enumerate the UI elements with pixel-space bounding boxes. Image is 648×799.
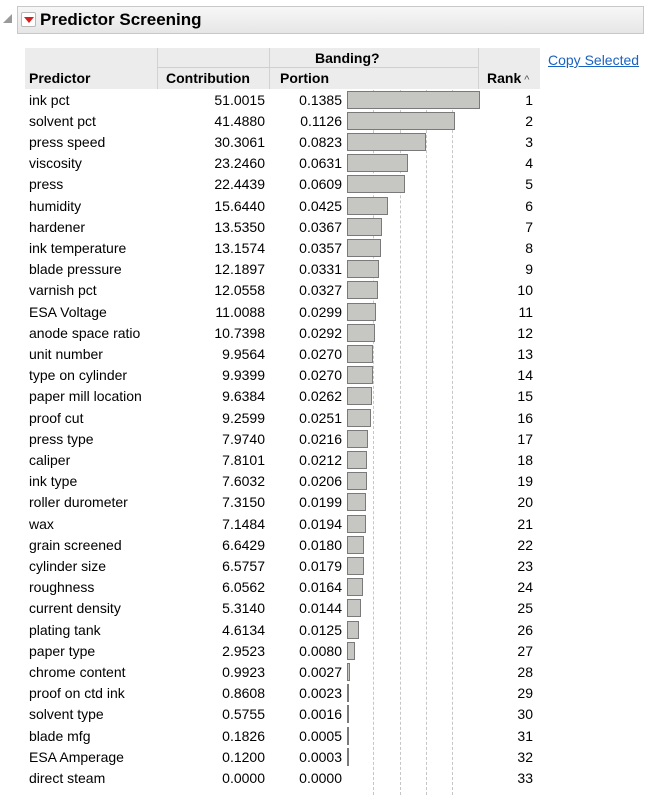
table-row[interactable]: [25, 747, 540, 768]
predictor-cell: anode space ratio: [29, 324, 141, 341]
portion-bar: [347, 748, 349, 766]
predictor-cell: solvent pct: [29, 112, 96, 129]
portion-bar: [347, 281, 378, 299]
rank-cell: 20: [517, 494, 533, 511]
portion-bar: [347, 91, 480, 109]
contribution-cell: 0.1826: [222, 727, 265, 744]
copy-selected-link[interactable]: Copy Selected: [548, 52, 640, 68]
predictor-cell: ESA Amperage: [29, 748, 124, 765]
title-bar: [17, 6, 644, 34]
rank-cell: 22: [517, 536, 533, 553]
contribution-cell: 7.9740: [222, 430, 265, 447]
contribution-cell: 12.1897: [214, 261, 265, 278]
table-row[interactable]: [25, 238, 540, 259]
predictor-cell: blade pressure: [29, 261, 122, 278]
rank-cell: 14: [517, 367, 533, 384]
contribution-cell: 0.0000: [222, 769, 265, 786]
table-row[interactable]: [25, 174, 540, 195]
sort-ascending-icon: ^: [524, 74, 530, 86]
predictor-cell: hardener: [29, 218, 86, 235]
table-row[interactable]: [25, 641, 540, 662]
portion-cell: 0.1385: [299, 91, 342, 108]
rank-cell: 18: [517, 451, 533, 468]
column-header-rank[interactable]: [487, 70, 529, 86]
table-row[interactable]: [25, 132, 540, 153]
predictor-cell: wax: [29, 515, 54, 532]
rank-cell: 24: [517, 579, 533, 596]
contribution-cell: 10.7398: [214, 324, 265, 341]
contribution-cell: 4.6134: [222, 621, 265, 638]
group-header-banding: Banding?: [315, 50, 380, 66]
portion-cell: 0.0027: [299, 663, 342, 680]
portion-bar: [347, 133, 426, 151]
portion-cell: 0.0003: [299, 748, 342, 765]
table-row[interactable]: [25, 111, 540, 132]
rank-label: Rank: [487, 70, 522, 86]
predictor-cell: proof on ctd ink: [29, 685, 125, 702]
table-row[interactable]: [25, 726, 540, 747]
rank-cell: 19: [517, 473, 533, 490]
portion-cell: 0.0125: [299, 621, 342, 638]
column-header-portion[interactable]: Portion: [280, 70, 329, 86]
predictor-cell: direct steam: [29, 769, 106, 786]
predictor-cell: press type: [29, 430, 94, 447]
predictor-cell: type on cylinder: [29, 367, 128, 384]
portion-bar: [347, 642, 355, 660]
column-divider: [478, 48, 479, 89]
portion-cell: 0.0425: [299, 197, 342, 214]
contribution-cell: 13.5350: [214, 218, 265, 235]
column-divider: [269, 48, 270, 89]
portion-cell: 0.0367: [299, 218, 342, 235]
portion-bar: [347, 303, 376, 321]
portion-cell: 0.0016: [299, 706, 342, 723]
portion-cell: 0.0299: [299, 303, 342, 320]
table-row[interactable]: [25, 323, 540, 344]
contribution-cell: 30.3061: [214, 133, 265, 150]
portion-cell: 0.0164: [299, 579, 342, 596]
red-triangle-menu-button[interactable]: [21, 12, 36, 27]
contribution-cell: 5.3140: [222, 600, 265, 617]
contribution-cell: 6.6429: [222, 536, 265, 553]
predictor-cell: paper mill location: [29, 388, 142, 405]
table-row[interactable]: [25, 535, 540, 556]
predictor-cell: chrome content: [29, 663, 126, 680]
portion-bar: [347, 366, 373, 384]
table-row[interactable]: [25, 556, 540, 577]
table-row[interactable]: [25, 90, 540, 111]
contribution-cell: 7.1484: [222, 515, 265, 532]
predictor-cell: varnish pct: [29, 282, 97, 299]
table-row[interactable]: [25, 153, 540, 174]
predictor-cell: grain screened: [29, 536, 122, 553]
rank-cell: 16: [517, 409, 533, 426]
portion-cell: 0.0005: [299, 727, 342, 744]
rank-cell: 31: [517, 727, 533, 744]
contribution-cell: 7.6032: [222, 473, 265, 490]
predictor-cell: unit number: [29, 345, 103, 362]
rank-cell: 33: [517, 769, 533, 786]
predictor-cell: blade mfg: [29, 727, 91, 744]
rank-cell: 28: [517, 663, 533, 680]
table-row[interactable]: [25, 365, 540, 386]
predictor-cell: ink type: [29, 473, 78, 490]
contribution-cell: 11.0088: [215, 303, 265, 320]
table-row[interactable]: [25, 408, 540, 429]
portion-bar: [347, 218, 382, 236]
predictor-cell: solvent type: [29, 706, 104, 723]
table-row[interactable]: [25, 344, 540, 365]
rank-cell: 25: [517, 600, 533, 617]
portion-bar: [347, 621, 359, 639]
table-row[interactable]: [25, 492, 540, 513]
table-row[interactable]: [25, 768, 540, 789]
table-row[interactable]: [25, 217, 540, 238]
portion-cell: 0.0262: [299, 388, 342, 405]
contribution-cell: 9.9399: [222, 367, 265, 384]
table-row[interactable]: [25, 386, 540, 407]
table-row[interactable]: [25, 302, 540, 323]
rank-cell: 32: [517, 748, 533, 765]
portion-bar: [347, 599, 361, 617]
rank-cell: 1: [525, 91, 533, 108]
rank-cell: 26: [517, 621, 533, 638]
column-header-contribution[interactable]: Contribution: [166, 70, 250, 86]
rank-cell: 8: [525, 239, 533, 256]
red-triangle-icon: [24, 17, 34, 23]
table-row[interactable]: [25, 514, 540, 535]
table-row[interactable]: [25, 683, 540, 704]
table-row[interactable]: [25, 259, 540, 280]
contribution-cell: 9.6384: [222, 388, 265, 405]
portion-bar: [347, 387, 372, 405]
contribution-cell: 12.0558: [214, 282, 265, 299]
portion-bar: [347, 324, 375, 342]
portion-cell: 0.0823: [299, 133, 342, 150]
table-row[interactable]: [25, 450, 540, 471]
table-row[interactable]: [25, 196, 540, 217]
rank-cell: 30: [517, 706, 533, 723]
predictor-cell: current density: [29, 600, 121, 617]
portion-cell: 0.1126: [300, 112, 342, 129]
contribution-cell: 7.8101: [222, 451, 265, 468]
portion-bar: [347, 663, 350, 681]
portion-bar: [347, 409, 371, 427]
rank-cell: 6: [525, 197, 533, 214]
contribution-cell: 6.5757: [222, 557, 265, 574]
portion-bar: [347, 260, 379, 278]
contribution-cell: 6.0562: [222, 579, 265, 596]
portion-bar: [347, 197, 388, 215]
rank-cell: 10: [517, 282, 533, 299]
portion-cell: 0.0331: [299, 261, 342, 278]
contribution-cell: 0.5755: [222, 706, 265, 723]
contribution-cell: 23.2460: [214, 155, 265, 172]
portion-cell: 0.0251: [299, 409, 342, 426]
table-row[interactable]: [25, 577, 540, 598]
predictor-cell: ink temperature: [29, 239, 127, 256]
portion-cell: 0.0270: [299, 367, 342, 384]
portion-cell: 0.0609: [299, 176, 342, 193]
page-title: Predictor Screening: [40, 10, 202, 29]
portion-cell: 0.0212: [299, 451, 342, 468]
predictor-cell: humidity: [29, 197, 82, 214]
contribution-cell: 7.3150: [222, 494, 265, 511]
portion-bar: [347, 684, 349, 702]
group-header-divider: [158, 67, 478, 68]
portion-cell: 0.0080: [299, 642, 342, 659]
portion-cell: 0.0023: [299, 685, 342, 702]
portion-cell: 0.0194: [299, 515, 342, 532]
contribution-cell: 2.9523: [222, 642, 265, 659]
table-row[interactable]: [25, 662, 540, 683]
table-row[interactable]: [25, 280, 540, 301]
portion-bar: [347, 112, 455, 130]
table-row[interactable]: [25, 429, 540, 450]
contribution-cell: 13.1574: [214, 239, 265, 256]
predictor-cell: roughness: [29, 579, 95, 596]
portion-bar: [347, 727, 349, 745]
contribution-cell: 51.0015: [214, 91, 265, 108]
portion-cell: 0.0292: [299, 324, 342, 341]
portion-bar: [347, 430, 368, 448]
rank-cell: 15: [517, 388, 533, 405]
portion-cell: 0.0270: [299, 345, 342, 362]
portion-bar: [347, 345, 373, 363]
rank-cell: 7: [525, 218, 533, 235]
rank-cell: 29: [517, 685, 533, 702]
contribution-cell: 15.6440: [214, 197, 265, 214]
predictor-cell: press: [29, 176, 64, 193]
portion-bar: [347, 472, 367, 490]
column-divider: [157, 48, 158, 89]
contribution-cell: 0.1200: [222, 748, 265, 765]
portion-cell: 0.0199: [299, 494, 342, 511]
predictor-cell: ink pct: [29, 91, 70, 108]
contribution-cell: 9.2599: [222, 409, 265, 426]
contribution-cell: 22.4439: [214, 176, 265, 193]
predictor-cell: viscosity: [29, 155, 82, 172]
table-row[interactable]: [25, 704, 540, 725]
rank-cell: 9: [525, 261, 533, 278]
portion-cell: 0.0180: [299, 536, 342, 553]
rank-cell: 12: [517, 324, 533, 341]
contribution-cell: 41.4880: [214, 112, 265, 129]
outline-header: [0, 0, 646, 38]
contribution-cell: 9.9564: [222, 345, 265, 362]
rank-cell: 13: [517, 345, 533, 362]
disclosure-triangle-icon[interactable]: [3, 14, 12, 23]
predictor-cell: cylinder size: [29, 557, 107, 574]
portion-cell: 0.0206: [299, 473, 342, 490]
portion-bar: [347, 578, 363, 596]
rank-cell: 3: [525, 133, 533, 150]
predictor-cell: proof cut: [29, 409, 84, 426]
portion-cell: 0.0000: [299, 769, 342, 786]
rank-cell: 2: [525, 112, 533, 129]
portion-bar: [347, 451, 367, 469]
predictor-cell: roller durometer: [29, 494, 128, 511]
rank-cell: 11: [518, 303, 533, 320]
portion-bar: [347, 536, 364, 554]
contribution-cell: 0.9923: [222, 663, 265, 680]
portion-cell: 0.0216: [299, 430, 342, 447]
rank-cell: 27: [517, 642, 533, 659]
portion-cell: 0.0179: [299, 557, 342, 574]
portion-bar: [347, 493, 366, 511]
predictor-cell: plating tank: [29, 621, 101, 638]
column-header-predictor[interactable]: Predictor: [29, 70, 91, 86]
portion-bar: [347, 239, 381, 257]
table-row[interactable]: [25, 598, 540, 619]
portion-cell: 0.0631: [299, 155, 342, 172]
table-row[interactable]: [25, 471, 540, 492]
rank-cell: 21: [517, 515, 533, 532]
rank-cell: 4: [525, 155, 533, 172]
portion-bar: [347, 154, 408, 172]
portion-bar: [347, 175, 405, 193]
portion-cell: 0.0144: [299, 600, 342, 617]
predictor-cell: press speed: [29, 133, 106, 150]
table-row[interactable]: [25, 620, 540, 641]
predictor-cell: caliper: [29, 451, 71, 468]
rank-cell: 5: [525, 176, 533, 193]
portion-bar: [347, 557, 364, 575]
portion-cell: 0.0327: [299, 282, 342, 299]
rank-cell: 23: [517, 557, 533, 574]
portion-cell: 0.0357: [299, 239, 342, 256]
rank-cell: 17: [517, 430, 533, 447]
contribution-cell: 0.8608: [222, 685, 265, 702]
portion-bar: [347, 515, 366, 533]
portion-bar: [347, 705, 349, 723]
predictor-cell: ESA Voltage: [29, 303, 107, 320]
predictor-cell: paper type: [29, 642, 96, 659]
